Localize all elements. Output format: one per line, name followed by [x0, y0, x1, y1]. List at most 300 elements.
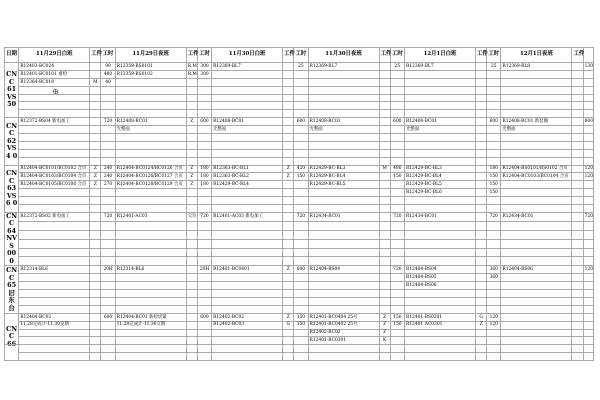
table-cell[interactable]	[186, 149, 197, 157]
table-cell[interactable]	[101, 94, 115, 102]
table-cell[interactable]	[572, 126, 583, 134]
table-cell[interactable]	[283, 189, 294, 197]
table-cell[interactable]	[212, 149, 283, 157]
table-cell[interactable]	[294, 305, 308, 313]
table-cell[interactable]	[583, 282, 593, 290]
table-cell[interactable]	[572, 266, 583, 274]
table-cell[interactable]: 600	[101, 313, 115, 321]
table-cell[interactable]	[501, 189, 572, 197]
table-cell[interactable]	[90, 248, 101, 257]
table-cell[interactable]	[390, 282, 404, 290]
table-cell[interactable]	[283, 297, 294, 305]
table-cell[interactable]	[283, 329, 294, 337]
header-cell[interactable]: 12月1日夜班	[501, 48, 572, 63]
table-cell[interactable]: 光整面	[308, 126, 379, 134]
header-cell[interactable]: 11月30日夜班	[308, 48, 379, 63]
table-cell[interactable]: R12429-BC-BL3	[404, 165, 475, 173]
table-cell[interactable]	[476, 266, 487, 274]
table-cell[interactable]	[501, 297, 572, 305]
table-cell[interactable]: 光整面	[404, 126, 475, 134]
table-cell[interactable]	[186, 313, 197, 321]
table-cell[interactable]: 150	[294, 313, 308, 321]
table-cell[interactable]: R12434-BC01	[404, 212, 475, 221]
table-cell[interactable]	[501, 248, 572, 257]
table-cell[interactable]	[115, 86, 186, 94]
table-cell[interactable]	[115, 305, 186, 313]
table-cell[interactable]	[212, 329, 283, 337]
table-cell[interactable]	[583, 274, 593, 282]
table-cell[interactable]	[115, 297, 186, 305]
table-cell[interactable]	[197, 157, 211, 165]
table-cell[interactable]	[197, 305, 211, 313]
table-cell[interactable]: 25	[294, 63, 308, 71]
table-cell[interactable]: 600	[197, 313, 211, 321]
table-cell[interactable]: 25	[487, 63, 501, 71]
table-cell[interactable]	[379, 94, 390, 102]
table-cell[interactable]	[583, 239, 593, 248]
table-cell[interactable]	[476, 189, 487, 197]
table-cell[interactable]	[390, 181, 404, 189]
header-cell[interactable]: 工件	[283, 48, 294, 63]
table-cell[interactable]	[90, 239, 101, 248]
table-cell[interactable]	[90, 305, 101, 313]
table-cell[interactable]	[101, 141, 115, 149]
table-cell[interactable]: R12408-BC01	[212, 118, 283, 126]
table-cell[interactable]	[501, 134, 572, 142]
table-cell[interactable]	[583, 290, 593, 298]
table-cell[interactable]	[404, 134, 475, 142]
table-cell[interactable]	[379, 257, 390, 266]
table-cell[interactable]	[487, 221, 501, 230]
table-cell[interactable]	[283, 248, 294, 257]
table-cell[interactable]: R12429-BC-BL4	[212, 181, 283, 189]
table-cell[interactable]	[390, 78, 404, 86]
table-cell[interactable]	[212, 141, 283, 149]
table-cell[interactable]: R12408-BC01	[115, 118, 186, 126]
table-cell[interactable]	[501, 149, 572, 157]
table-cell[interactable]	[390, 189, 404, 197]
table-cell[interactable]	[572, 141, 583, 149]
machine-label[interactable]: CNC 65 旧 东 台	[6, 266, 18, 312]
table-cell[interactable]: 40	[101, 78, 115, 86]
table-cell[interactable]: 120	[487, 321, 501, 329]
table-cell[interactable]	[404, 290, 475, 298]
table-cell[interactable]	[212, 239, 283, 248]
table-cell[interactable]: M	[379, 165, 390, 173]
table-cell[interactable]	[572, 78, 583, 86]
table-cell[interactable]	[476, 126, 487, 134]
table-cell[interactable]	[404, 329, 475, 337]
table-cell[interactable]	[283, 94, 294, 102]
table-cell[interactable]	[90, 70, 101, 78]
table-cell[interactable]	[379, 86, 390, 94]
header-cell[interactable]: 工件	[379, 48, 390, 63]
table-cell[interactable]	[283, 212, 294, 221]
table-cell[interactable]	[404, 197, 475, 205]
table-cell[interactable]	[308, 297, 379, 305]
table-cell[interactable]: 600	[294, 266, 308, 274]
table-cell[interactable]: Z	[186, 181, 197, 189]
table-cell[interactable]: R12404-BC0101/BC0102 合页	[19, 165, 90, 173]
table-cell[interactable]	[197, 221, 211, 230]
table-cell[interactable]: R12369-BL8	[501, 63, 572, 71]
table-cell[interactable]	[212, 110, 283, 118]
table-cell[interactable]	[115, 221, 186, 230]
table-cell[interactable]	[476, 63, 487, 71]
table-cell[interactable]	[101, 274, 115, 282]
table-cell[interactable]	[90, 86, 101, 94]
table-cell[interactable]	[308, 257, 379, 266]
table-cell[interactable]	[197, 126, 211, 134]
table-cell[interactable]	[19, 134, 90, 142]
table-cell[interactable]	[572, 221, 583, 230]
table-cell[interactable]	[487, 305, 501, 313]
table-cell[interactable]	[101, 86, 115, 94]
table-cell[interactable]: 600	[487, 118, 501, 126]
table-cell[interactable]	[186, 86, 197, 94]
table-cell[interactable]: Z	[283, 165, 294, 173]
table-cell[interactable]: R12402-BC02	[308, 329, 379, 337]
table-cell[interactable]: R12358-BS0101	[115, 63, 186, 71]
table-cell[interactable]	[101, 239, 115, 248]
table-cell[interactable]	[476, 157, 487, 165]
table-cell[interactable]	[572, 321, 583, 329]
table-cell[interactable]	[487, 157, 501, 165]
table-cell[interactable]	[101, 282, 115, 290]
table-cell[interactable]	[294, 189, 308, 197]
table-cell[interactable]: R12404-BC0103/BC0104 合页	[501, 173, 572, 181]
table-cell[interactable]	[487, 329, 501, 337]
table-cell[interactable]	[19, 248, 90, 257]
table-cell[interactable]	[115, 248, 186, 257]
table-cell[interactable]	[186, 274, 197, 282]
table-cell[interactable]	[283, 205, 294, 213]
machine-label[interactable]: CNC 66	[5, 313, 19, 360]
table-cell[interactable]	[308, 197, 379, 205]
table-cell[interactable]: 180	[197, 173, 211, 181]
table-cell[interactable]	[186, 189, 197, 197]
table-cell[interactable]	[487, 78, 501, 86]
table-cell[interactable]	[212, 70, 283, 78]
table-cell[interactable]	[404, 78, 475, 86]
table-cell[interactable]	[212, 157, 283, 165]
table-cell[interactable]	[476, 274, 487, 282]
table-cell[interactable]: R12369-BL7	[404, 63, 475, 71]
table-cell[interactable]	[186, 78, 197, 86]
table-cell[interactable]: 300	[197, 70, 211, 78]
table-cell[interactable]	[19, 221, 90, 230]
table-cell[interactable]	[283, 110, 294, 118]
table-cell[interactable]	[101, 221, 115, 230]
table-cell[interactable]	[476, 297, 487, 305]
table-cell[interactable]	[583, 181, 593, 189]
table-cell[interactable]: 150	[390, 313, 404, 321]
table-cell[interactable]: R12314-BL6	[115, 266, 186, 274]
table-cell[interactable]	[197, 290, 211, 298]
table-cell[interactable]	[501, 205, 572, 213]
table-cell[interactable]	[186, 157, 197, 165]
table-cell[interactable]	[379, 181, 390, 189]
table-cell[interactable]	[19, 110, 90, 118]
table-cell[interactable]	[308, 141, 379, 149]
table-cell[interactable]	[404, 86, 475, 94]
table-cell[interactable]: 150	[294, 173, 308, 181]
table-cell[interactable]	[379, 134, 390, 142]
table-cell[interactable]	[404, 149, 475, 157]
table-cell[interactable]	[212, 86, 283, 94]
table-cell[interactable]	[283, 118, 294, 126]
table-cell[interactable]	[379, 282, 390, 290]
table-cell[interactable]	[283, 230, 294, 239]
table-cell[interactable]: R12401-BC0101 重检	[19, 70, 90, 78]
table-cell[interactable]: R12401-BC0402 25号	[308, 321, 379, 329]
table-cell[interactable]	[476, 118, 487, 126]
table-cell[interactable]	[390, 94, 404, 102]
table-cell[interactable]	[212, 189, 283, 197]
table-cell[interactable]: R.M	[187, 71, 197, 77]
table-cell[interactable]: 360	[487, 274, 501, 282]
table-cell[interactable]	[308, 189, 379, 197]
table-cell[interactable]	[583, 110, 593, 118]
table-cell[interactable]	[501, 141, 572, 149]
table-cell[interactable]	[90, 313, 101, 321]
table-cell[interactable]	[404, 248, 475, 257]
table-cell[interactable]	[476, 197, 487, 205]
table-cell[interactable]	[583, 205, 593, 213]
table-cell[interactable]: R12401-BC0401	[212, 266, 283, 274]
table-cell[interactable]	[90, 141, 101, 149]
table-cell[interactable]	[572, 274, 583, 282]
table-cell[interactable]	[501, 239, 572, 248]
table-cell[interactable]	[501, 321, 572, 329]
table-cell[interactable]	[283, 78, 294, 86]
table-cell[interactable]	[379, 205, 390, 213]
table-cell[interactable]	[19, 239, 90, 248]
table-cell[interactable]	[476, 86, 487, 94]
table-cell[interactable]	[308, 134, 379, 142]
table-cell[interactable]	[115, 157, 186, 165]
table-cell[interactable]	[212, 290, 283, 298]
table-cell[interactable]	[294, 329, 308, 337]
table-cell[interactable]	[390, 274, 404, 282]
table-cell[interactable]	[212, 197, 283, 205]
table-cell[interactable]	[19, 329, 90, 337]
table-cell[interactable]	[390, 230, 404, 239]
table-cell[interactable]	[487, 70, 501, 78]
table-cell[interactable]	[90, 221, 101, 230]
table-cell[interactable]	[197, 102, 211, 110]
table-cell[interactable]	[404, 205, 475, 213]
table-cell[interactable]	[212, 297, 283, 305]
table-cell[interactable]	[476, 329, 487, 337]
table-cell[interactable]	[379, 274, 390, 282]
table-cell[interactable]: R12372-BS02 新电加工	[19, 212, 90, 221]
table-cell[interactable]	[379, 212, 390, 221]
table-cell[interactable]: 180	[197, 181, 211, 189]
table-cell[interactable]	[90, 230, 101, 239]
table-cell[interactable]: 720	[101, 118, 115, 126]
table-cell[interactable]	[308, 70, 379, 78]
table-cell[interactable]: R12404-BC0105/BC0106 合页	[19, 181, 90, 189]
table-cell[interactable]	[390, 157, 404, 165]
table-cell[interactable]: R12429-BC-BL3	[308, 165, 379, 173]
table-cell[interactable]: R12404-BC0128/BC0129 合页	[115, 181, 186, 189]
table-cell[interactable]: 120	[584, 166, 594, 172]
table-cell[interactable]	[283, 305, 294, 313]
table-cell[interactable]	[583, 297, 593, 305]
table-cell[interactable]	[294, 134, 308, 142]
table-cell[interactable]	[487, 94, 501, 102]
table-cell[interactable]	[501, 94, 572, 102]
table-cell[interactable]: 720	[294, 212, 308, 221]
table-cell[interactable]	[572, 329, 583, 337]
table-cell[interactable]	[572, 118, 583, 126]
table-cell[interactable]: R12369-BL7	[212, 63, 283, 71]
table-cell[interactable]	[308, 290, 379, 298]
table-cell[interactable]: R12434-BC01	[501, 212, 572, 221]
table-cell[interactable]	[294, 181, 308, 189]
header-cell[interactable]: 工时	[487, 48, 501, 63]
table-cell[interactable]: 180	[487, 165, 501, 173]
table-cell[interactable]	[19, 230, 90, 239]
table-cell[interactable]: 25	[390, 63, 404, 71]
table-cell[interactable]: 150	[487, 173, 501, 181]
table-cell[interactable]: R12404-BS0101/BS0102 合页	[501, 165, 572, 173]
table-cell[interactable]	[404, 102, 475, 110]
table-cell[interactable]	[487, 230, 501, 239]
table-cell[interactable]	[476, 94, 487, 102]
table-cell[interactable]	[572, 313, 583, 321]
table-cell[interactable]	[90, 329, 101, 337]
table-cell[interactable]: Z	[379, 313, 390, 321]
table-cell[interactable]	[186, 141, 197, 149]
table-cell[interactable]	[390, 257, 404, 266]
table-cell[interactable]	[294, 297, 308, 305]
table-cell[interactable]: 240	[101, 165, 115, 173]
table-cell[interactable]	[90, 118, 101, 126]
table-cell[interactable]	[294, 110, 308, 118]
table-cell[interactable]	[90, 110, 101, 118]
table-cell[interactable]	[501, 110, 572, 118]
table-cell[interactable]	[476, 110, 487, 118]
table-cell[interactable]	[19, 274, 90, 282]
table-cell[interactable]: R.M	[187, 63, 197, 69]
table-cell[interactable]: 480	[101, 70, 115, 78]
table-cell[interactable]	[487, 239, 501, 248]
table-cell[interactable]	[487, 282, 501, 290]
table-cell[interactable]	[476, 257, 487, 266]
table-cell[interactable]	[19, 297, 90, 305]
table-cell[interactable]	[379, 126, 390, 134]
table-cell[interactable]: R12429-BC-BL4	[404, 173, 475, 181]
table-cell[interactable]: K	[379, 337, 390, 345]
table-cell[interactable]	[294, 94, 308, 102]
table-cell[interactable]	[583, 102, 593, 110]
table-cell[interactable]	[294, 86, 308, 94]
table-cell[interactable]: Z	[90, 173, 101, 181]
table-cell[interactable]	[501, 257, 572, 266]
table-cell[interactable]	[583, 329, 593, 337]
table-cell[interactable]: 150	[487, 189, 501, 197]
header-cell[interactable]: 工件	[90, 48, 101, 63]
table-cell[interactable]	[283, 290, 294, 298]
table-cell[interactable]	[583, 197, 593, 205]
table-cell[interactable]	[197, 94, 211, 102]
table-cell[interactable]	[487, 197, 501, 205]
table-cell[interactable]: Z	[283, 313, 294, 321]
table-cell[interactable]	[294, 239, 308, 248]
table-cell[interactable]	[572, 173, 583, 181]
table-cell[interactable]	[390, 329, 404, 337]
table-cell[interactable]	[379, 102, 390, 110]
table-cell[interactable]	[19, 282, 90, 290]
table-cell[interactable]	[583, 141, 593, 149]
table-cell[interactable]	[294, 102, 308, 110]
table-cell[interactable]	[476, 78, 487, 86]
table-cell[interactable]: R12429-BC-BL5	[308, 181, 379, 189]
table-cell[interactable]	[379, 189, 390, 197]
table-cell[interactable]	[476, 221, 487, 230]
table-cell[interactable]	[572, 205, 583, 213]
table-cell[interactable]	[308, 239, 379, 248]
table-cell[interactable]	[115, 257, 186, 266]
table-cell[interactable]	[583, 248, 593, 257]
table-cell[interactable]: 240	[101, 173, 115, 181]
table-cell[interactable]	[186, 248, 197, 257]
table-cell[interactable]	[115, 290, 186, 298]
table-cell[interactable]: G	[476, 313, 487, 321]
table-cell[interactable]	[379, 118, 390, 126]
table-cell[interactable]	[583, 257, 593, 266]
table-cell[interactable]: R12408-BC01 新套圈	[501, 118, 572, 126]
table-cell[interactable]	[283, 221, 294, 230]
table-cell[interactable]	[294, 282, 308, 290]
table-cell[interactable]	[501, 305, 572, 313]
table-cell[interactable]	[19, 305, 90, 313]
table-cell[interactable]: 20H	[197, 266, 211, 274]
table-cell[interactable]: R12403-BC024	[19, 63, 90, 71]
table-cell[interactable]	[476, 282, 487, 290]
table-cell[interactable]	[379, 230, 390, 239]
table-cell[interactable]	[390, 70, 404, 78]
table-cell[interactable]	[186, 230, 197, 239]
table-cell[interactable]	[379, 173, 390, 181]
table-cell[interactable]	[583, 305, 593, 313]
table-cell[interactable]	[115, 230, 186, 239]
table-cell[interactable]	[390, 149, 404, 157]
table-cell[interactable]	[501, 282, 572, 290]
table-cell[interactable]: Z	[186, 173, 197, 181]
table-cell[interactable]	[308, 149, 379, 157]
table-cell[interactable]	[476, 149, 487, 157]
table-cell[interactable]: 360	[487, 266, 501, 274]
table-cell[interactable]	[390, 102, 404, 110]
table-cell[interactable]: R12363-BC-BL1	[212, 165, 283, 173]
table-cell[interactable]	[308, 86, 379, 94]
header-cell[interactable]: 工件	[476, 48, 487, 63]
table-cell[interactable]	[308, 205, 379, 213]
table-cell[interactable]: R12401-AC0301	[404, 321, 475, 329]
table-cell[interactable]	[101, 189, 115, 197]
table-cell[interactable]	[379, 157, 390, 165]
table-cell[interactable]	[19, 197, 90, 205]
table-cell[interactable]: R12401-AC03 新电加工	[212, 212, 283, 221]
table-cell[interactable]: 130	[584, 63, 594, 69]
table-cell[interactable]	[283, 181, 294, 189]
table-cell[interactable]	[101, 205, 115, 213]
table-cell[interactable]: R12402-BC03	[212, 321, 283, 329]
table-cell[interactable]	[501, 290, 572, 298]
